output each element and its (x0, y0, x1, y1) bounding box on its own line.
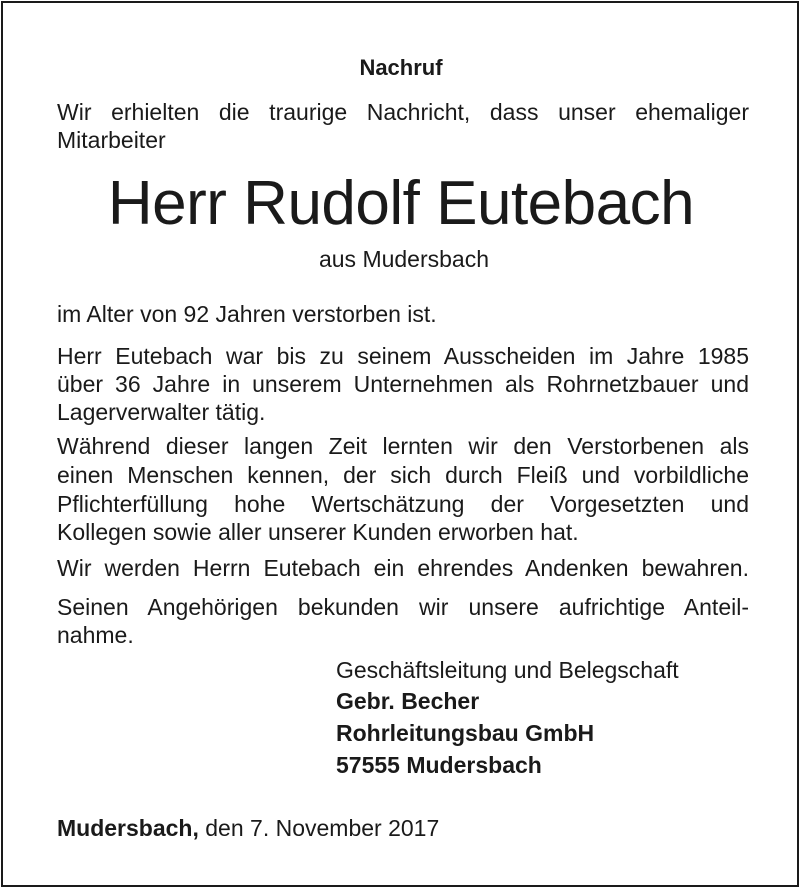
tribute-line: Pflichterfüllung hohe Wertschätzung der Vorgesetzten und (57, 491, 749, 517)
intro-line-1: Wir erhielten die traurige Nachricht, dass unser ehemaliger (57, 99, 749, 125)
career-line: Herr Eutebach war bis zu seinem Ausscheiden im Jahre 1985 (57, 343, 749, 369)
obituary-heading: Nachruf (359, 55, 443, 80)
tribute-line: einen Menschen kennen, der sich durch Fleiß und vorbildliche (57, 462, 749, 488)
company-address: 57555 Mudersbach (336, 752, 542, 778)
condolence-line: Seinen Angehörigen bekunden wir unsere aufrichtige Anteil- (57, 594, 749, 620)
dateline (57, 813, 749, 843)
signature-line: Geschäftsleitung und Belegschaft (336, 657, 679, 683)
obituary-frame (1, 1, 799, 887)
career-line: über 36 Jahre in unserem Unternehmen als Rohrnetzbauer und (57, 371, 749, 397)
dateline-place: Mudersbach, (57, 815, 199, 841)
dateline-date: den 7. November 2017 (198, 815, 440, 841)
deceased-origin: aus Mudersbach (318, 246, 490, 272)
company-name-2: Rohrleitungsbau GmbH (336, 720, 595, 746)
tribute-line: Kollegen sowie aller unserer Kunden erworben hat. (57, 519, 579, 545)
condolence-line: nahme. (57, 622, 134, 648)
intro-line-2: Mitarbeiter (57, 127, 166, 153)
tribute-line: Während dieser langen Zeit lernten wir den Verstorbenen als (57, 433, 749, 459)
career-line: Lagerverwalter tätig. (57, 399, 266, 425)
deceased-name: Herr Rudolf Eutebach (107, 169, 695, 238)
company-name-1: Gebr. Becher (336, 688, 480, 714)
age-statement: im Alter von 92 Jahren verstorben ist. (57, 301, 437, 327)
remembrance-line: Wir werden Herrn Eutebach ein ehrendes Andenken bewahren. (57, 555, 749, 581)
